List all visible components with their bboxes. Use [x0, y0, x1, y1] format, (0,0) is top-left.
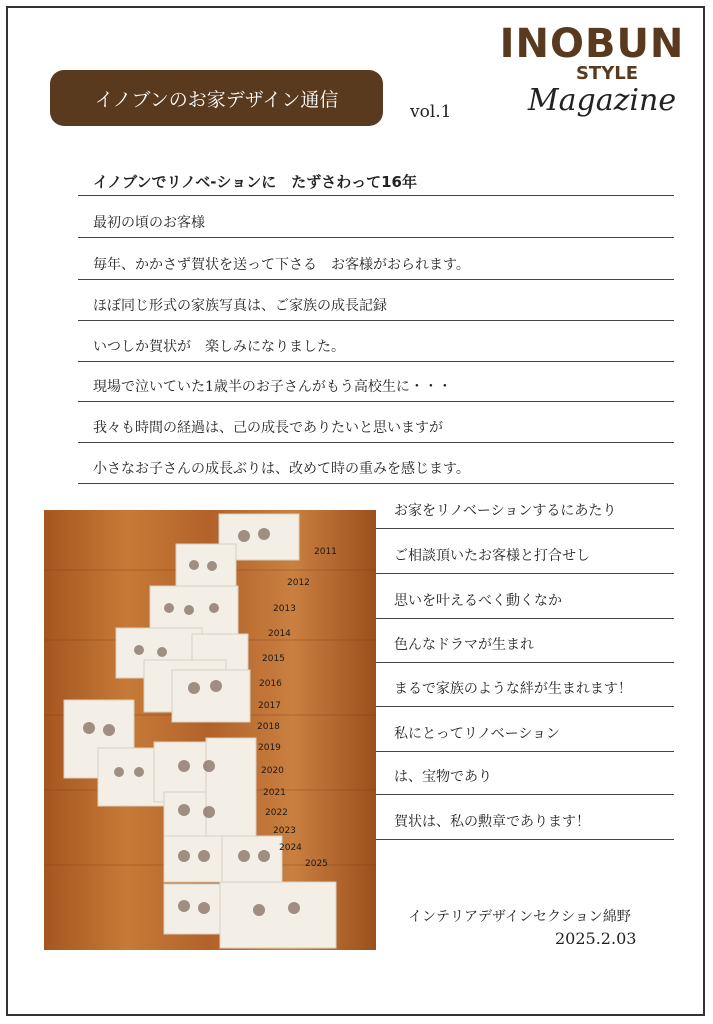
issue-date: 2025.2.03 [555, 929, 637, 948]
author-signature: インテリアデザインセクション綿野 [408, 909, 631, 925]
new-year-cards-photo [44, 510, 376, 950]
rule [376, 839, 674, 840]
side-line: 色んなドラマが生まれ [394, 637, 534, 653]
side-line: 私にとってリノベーション [394, 726, 561, 742]
year-label: 2014 [268, 629, 291, 639]
rule [78, 320, 674, 321]
inobun-style-logo [498, 22, 686, 118]
volume-label: vol.1 [410, 102, 452, 122]
rule [376, 528, 674, 529]
logo-line1: INOBUN [499, 21, 685, 67]
body-line: 毎年、かかさず賀状を送って下さる お客様がおられます。 [93, 257, 470, 273]
rule [376, 618, 674, 619]
rule [78, 361, 674, 362]
body-line: ほぼ同じ形式の家族写真は、ご家族の成長記録 [93, 298, 387, 314]
year-label: 2024 [279, 843, 302, 853]
rule [78, 483, 674, 484]
body-line: いつしか賀状が 楽しみになりました。 [93, 339, 345, 355]
rule [78, 279, 674, 280]
body-line: 我々も時間の経過は、己の成長でありたいと思いますが [93, 420, 443, 436]
body-line: 小さなお子さんの成長ぶりは、改めて時の重みを感じます。 [93, 461, 470, 477]
rule [78, 442, 674, 443]
rule [376, 662, 674, 663]
newsletter-title: イノブンのお家デザイン通信 [94, 88, 339, 111]
side-line: お家をリノベーションするにあたり [394, 503, 617, 519]
side-line: まるで家族のような絆が生まれます！ [394, 681, 632, 697]
logo-line3: Magazine [527, 83, 677, 118]
year-label: 2021 [263, 788, 286, 798]
year-label: 2025 [305, 859, 328, 869]
rule [376, 706, 674, 707]
year-label: 2012 [287, 578, 310, 588]
year-label: 2023 [273, 826, 296, 836]
rule [78, 195, 674, 196]
year-label: 2017 [258, 701, 281, 711]
year-label: 2018 [257, 722, 280, 732]
rule [376, 794, 674, 795]
year-label: 2022 [265, 808, 288, 818]
rule [78, 237, 674, 238]
year-label: 2019 [258, 743, 281, 753]
rule [78, 401, 674, 402]
year-label: 2016 [259, 679, 282, 689]
year-label: 2011 [314, 547, 337, 557]
rule [376, 573, 674, 574]
year-label: 2020 [261, 766, 284, 776]
side-line: ご相談頂いたお客様と打合せし [394, 548, 590, 564]
body-line: 現場で泣いていた1歳半のお子さんがもう高校生に・・・ [93, 379, 452, 395]
year-label: 2015 [262, 654, 285, 664]
year-label: 2013 [273, 604, 296, 614]
side-line: 賀状は、私の勲章であります！ [394, 814, 590, 830]
rule [376, 751, 674, 752]
side-line: は、宝物であり [394, 769, 492, 785]
body-line: 最初の頃のお客様 [93, 215, 205, 231]
logo-line2: STYLE [575, 63, 639, 84]
article-heading: イノブンでリノベ-ションに たずさわって16年 [93, 173, 417, 191]
side-line: 思いを叶えるべく動くなか [394, 593, 562, 609]
newsletter-title-badge [50, 70, 383, 126]
